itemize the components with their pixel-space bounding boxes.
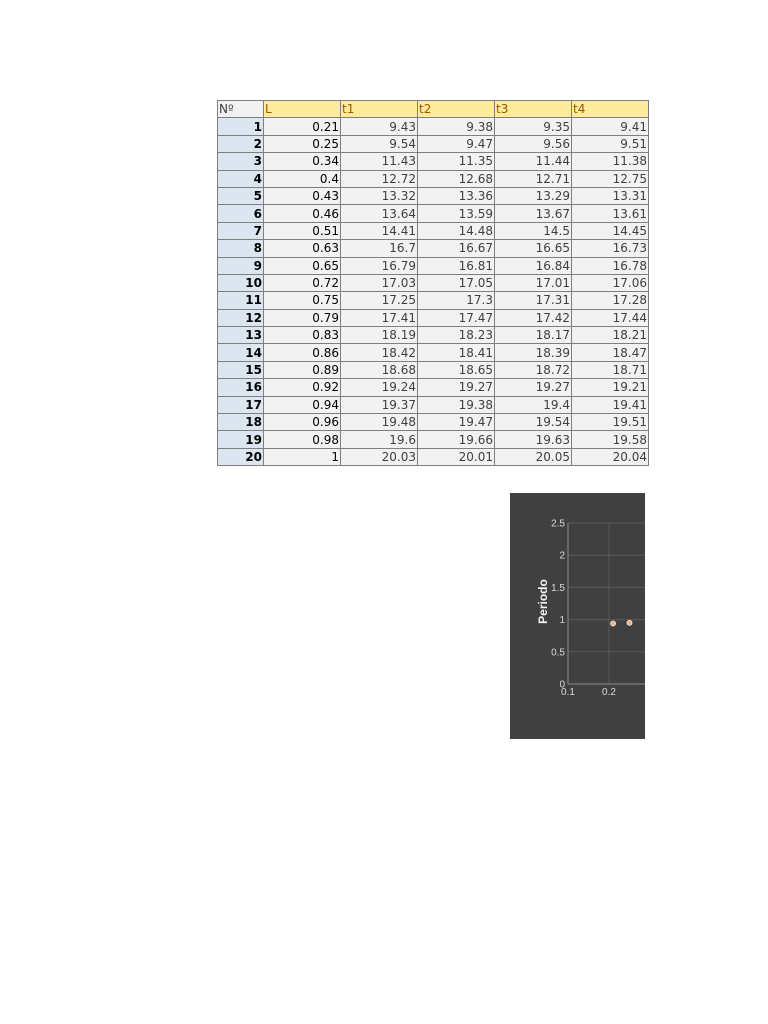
cell-l[interactable]: 0.79 [264, 309, 341, 326]
cell-t4[interactable]: 18.47 [572, 344, 649, 361]
cell-t2[interactable]: 18.41 [418, 344, 495, 361]
header-cell-t2[interactable]: t2 [418, 101, 495, 118]
cell-t2[interactable]: 14.48 [418, 222, 495, 239]
table-row [218, 274, 649, 291]
table-row [218, 170, 649, 187]
table-row [218, 431, 649, 448]
header-cell-t3[interactable]: t3 [495, 101, 572, 118]
header-cell-l[interactable]: L [264, 101, 341, 118]
cell-t3[interactable]: 18.72 [495, 361, 572, 378]
cell-t2[interactable]: 13.59 [418, 205, 495, 222]
cell-t1[interactable]: 19.37 [341, 396, 418, 413]
cell-t3[interactable]: 9.35 [495, 118, 572, 135]
x-tick-label: 0.1 [561, 687, 575, 698]
y-tick-label: 1.5 [551, 582, 565, 594]
cell-index[interactable]: 17 [218, 396, 264, 413]
cell-t3[interactable]: 20.05 [495, 448, 572, 465]
cell-l[interactable]: 0.92 [264, 379, 341, 396]
cell-t4[interactable]: 17.06 [572, 274, 649, 291]
cell-t3[interactable]: 17.01 [495, 274, 572, 291]
table-body [218, 118, 649, 466]
cell-t2[interactable]: 18.23 [418, 327, 495, 344]
cell-t4[interactable]: 14.45 [572, 222, 649, 239]
cell-index[interactable]: 14 [218, 344, 264, 361]
cell-t2[interactable]: 19.47 [418, 414, 495, 431]
cell-t1[interactable]: 19.48 [341, 414, 418, 431]
cell-t3[interactable]: 13.29 [495, 187, 572, 204]
cell-t2[interactable]: 16.67 [418, 240, 495, 257]
cell-t4[interactable]: 12.75 [572, 170, 649, 187]
cell-l[interactable]: 0.25 [264, 135, 341, 152]
table-row [218, 135, 649, 152]
cell-t4[interactable]: 13.61 [572, 205, 649, 222]
cell-l[interactable]: 0.43 [264, 187, 341, 204]
cell-t4[interactable]: 19.51 [572, 414, 649, 431]
cell-t3[interactable]: 18.39 [495, 344, 572, 361]
chart-panel[interactable] [510, 493, 645, 739]
cell-t1[interactable]: 17.25 [341, 292, 418, 309]
cell-t3[interactable]: 19.4 [495, 396, 572, 413]
cell-l[interactable]: 0.75 [264, 292, 341, 309]
y-tick-label: 2 [559, 550, 565, 562]
cell-l[interactable]: 0.98 [264, 431, 341, 448]
cell-l[interactable]: 0.65 [264, 257, 341, 274]
cell-index[interactable]: 2 [218, 135, 264, 152]
cell-t4[interactable]: 13.31 [572, 187, 649, 204]
cell-index[interactable]: 4 [218, 170, 264, 187]
cell-l[interactable]: 0.63 [264, 240, 341, 257]
cell-index[interactable]: 6 [218, 205, 264, 222]
cell-index[interactable]: 7 [218, 222, 264, 239]
cell-t2[interactable]: 17.47 [418, 309, 495, 326]
table-row [218, 205, 649, 222]
cell-t2[interactable]: 16.81 [418, 257, 495, 274]
cell-index[interactable]: 11 [218, 292, 264, 309]
cell-index[interactable]: 10 [218, 274, 264, 291]
table-row [218, 292, 649, 309]
cell-t1[interactable]: 18.68 [341, 361, 418, 378]
cell-t4[interactable]: 17.44 [572, 309, 649, 326]
cell-t2[interactable]: 20.01 [418, 448, 495, 465]
cell-t2[interactable]: 13.36 [418, 187, 495, 204]
data-point [611, 621, 616, 626]
table-row [218, 257, 649, 274]
cell-t3[interactable]: 11.44 [495, 153, 572, 170]
cell-t3[interactable]: 19.63 [495, 431, 572, 448]
cell-t4[interactable]: 9.51 [572, 135, 649, 152]
cell-t3[interactable]: 13.67 [495, 205, 572, 222]
cell-index[interactable]: 19 [218, 431, 264, 448]
cell-t2[interactable]: 12.68 [418, 170, 495, 187]
header-cell-t4[interactable]: t4 [572, 101, 649, 118]
table-row [218, 187, 649, 204]
cell-l[interactable]: 0.51 [264, 222, 341, 239]
cell-l[interactable]: 0.21 [264, 118, 341, 135]
cell-index[interactable]: 8 [218, 240, 264, 257]
cell-t1[interactable]: 19.24 [341, 379, 418, 396]
cell-index[interactable]: 16 [218, 379, 264, 396]
y-tick-label: 1 [559, 615, 565, 627]
cell-t3[interactable]: 14.5 [495, 222, 572, 239]
cell-t4[interactable]: 9.41 [572, 118, 649, 135]
table-row [218, 327, 649, 344]
cell-t2[interactable]: 19.38 [418, 396, 495, 413]
cell-t2[interactable]: 17.3 [418, 292, 495, 309]
cell-index[interactable]: 3 [218, 153, 264, 170]
cell-t4[interactable]: 20.04 [572, 448, 649, 465]
cell-t2[interactable]: 17.05 [418, 274, 495, 291]
header-cell-t1[interactable]: t1 [341, 101, 418, 118]
cell-t4[interactable]: 19.21 [572, 379, 649, 396]
table-row [218, 118, 649, 135]
cell-l[interactable]: 0.86 [264, 344, 341, 361]
cell-t3[interactable]: 17.42 [495, 309, 572, 326]
cell-t2[interactable]: 9.38 [418, 118, 495, 135]
cell-t1[interactable]: 12.72 [341, 170, 418, 187]
table-row [218, 309, 649, 326]
cell-t1[interactable]: 13.64 [341, 205, 418, 222]
cell-t4[interactable]: 16.78 [572, 257, 649, 274]
cell-t4[interactable]: 18.21 [572, 327, 649, 344]
cell-l[interactable]: 0.94 [264, 396, 341, 413]
cell-t3[interactable]: 19.54 [495, 414, 572, 431]
cell-t3[interactable]: 16.84 [495, 257, 572, 274]
cell-l[interactable]: 0.46 [264, 205, 341, 222]
data-point [627, 620, 632, 625]
cell-t1[interactable]: 16.79 [341, 257, 418, 274]
cell-t1[interactable]: 9.43 [341, 118, 418, 135]
cell-l[interactable]: 0.83 [264, 327, 341, 344]
table-row [218, 222, 649, 239]
cell-l[interactable]: 0.89 [264, 361, 341, 378]
y-tick-label: 0.5 [551, 647, 565, 659]
data-table [217, 100, 649, 466]
table-row [218, 153, 649, 170]
cell-l[interactable]: 0.34 [264, 153, 341, 170]
cell-t1[interactable]: 14.41 [341, 222, 418, 239]
y-axis-title: Periodo [536, 579, 550, 624]
cell-t1[interactable]: 9.54 [341, 135, 418, 152]
cell-t2[interactable]: 11.35 [418, 153, 495, 170]
cell-index[interactable]: 15 [218, 361, 264, 378]
cell-t4[interactable]: 19.41 [572, 396, 649, 413]
cell-t2[interactable]: 9.47 [418, 135, 495, 152]
cell-t1[interactable]: 17.03 [341, 274, 418, 291]
table-row [218, 396, 649, 413]
table-row [218, 361, 649, 378]
cell-t1[interactable]: 16.7 [341, 240, 418, 257]
cell-t1[interactable]: 17.41 [341, 309, 418, 326]
cell-t3[interactable]: 17.31 [495, 292, 572, 309]
y-tick-label: 2.5 [551, 518, 565, 530]
cell-t4[interactable]: 19.58 [572, 431, 649, 448]
cell-index[interactable]: 20 [218, 448, 264, 465]
cell-t3[interactable]: 18.17 [495, 327, 572, 344]
cell-t1[interactable]: 11.43 [341, 153, 418, 170]
cell-index[interactable]: 1 [218, 118, 264, 135]
cell-t3[interactable]: 19.27 [495, 379, 572, 396]
cell-t1[interactable]: 18.42 [341, 344, 418, 361]
table-row [218, 448, 649, 465]
x-tick-label: 0.2 [602, 687, 616, 698]
table-row [218, 414, 649, 431]
y-tick-label: 0 [559, 679, 565, 691]
cell-index[interactable]: 5 [218, 187, 264, 204]
cell-index[interactable]: 9 [218, 257, 264, 274]
cell-t3[interactable]: 16.65 [495, 240, 572, 257]
cell-t4[interactable]: 11.38 [572, 153, 649, 170]
cell-t1[interactable]: 18.19 [341, 327, 418, 344]
cell-t2[interactable]: 18.65 [418, 361, 495, 378]
cell-t1[interactable]: 20.03 [341, 448, 418, 465]
cell-l[interactable]: 0.72 [264, 274, 341, 291]
scatter-chart [510, 493, 645, 739]
cell-index[interactable]: 18 [218, 414, 264, 431]
header-cell-no[interactable]: Nº [218, 101, 264, 118]
cell-t3[interactable]: 12.71 [495, 170, 572, 187]
cell-l[interactable]: 1 [264, 448, 341, 465]
table-row [218, 379, 649, 396]
table-header-row [218, 101, 649, 118]
cell-t2[interactable]: 19.27 [418, 379, 495, 396]
cell-t3[interactable]: 9.56 [495, 135, 572, 152]
cell-t1[interactable]: 13.32 [341, 187, 418, 204]
cell-t4[interactable]: 16.73 [572, 240, 649, 257]
cell-l[interactable]: 0.96 [264, 414, 341, 431]
cell-l[interactable]: 0.4 [264, 170, 341, 187]
cell-t1[interactable]: 19.6 [341, 431, 418, 448]
cell-index[interactable]: 13 [218, 327, 264, 344]
cell-t4[interactable]: 18.71 [572, 361, 649, 378]
cell-index[interactable]: 12 [218, 309, 264, 326]
cell-t2[interactable]: 19.66 [418, 431, 495, 448]
cell-t4[interactable]: 17.28 [572, 292, 649, 309]
table-row [218, 240, 649, 257]
table-row [218, 344, 649, 361]
